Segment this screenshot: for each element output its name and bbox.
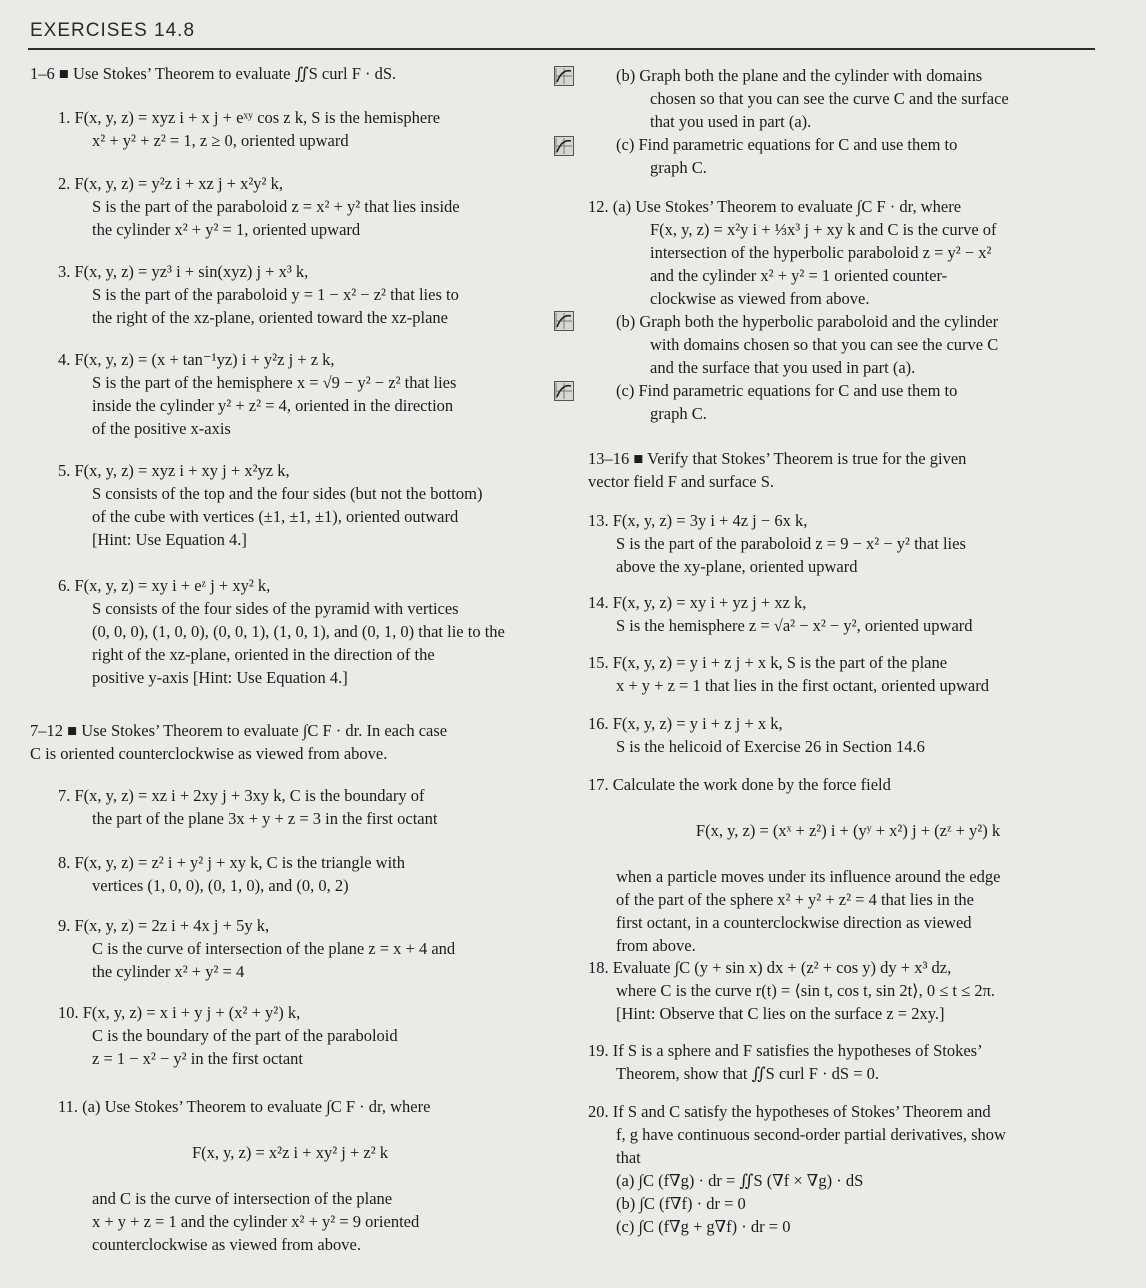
text-line: above the xy-plane, oriented upward [616,557,858,576]
text-line: (c) Find parametric equations for C and use them to [616,381,958,400]
text-line: 3. F(x, y, z) = yz³ i + sin(xyz) j + x³ k, [58,262,309,281]
exercise-1 [30,106,550,152]
exercise-4 [30,348,550,440]
text-line: and the cylinder x² + y² = 1 oriented counter- [650,266,948,285]
text-line: inside the cylinder y² + z² = 4, oriented in the direction [92,396,454,415]
text-line: intersection of the hyperbolic paraboloid z = y² − x² [650,243,992,262]
text-line: positive y-axis [Hint: Use Equation 4.] [92,668,348,687]
text-line: of the cube with vertices (±1, ±1, ±1), oriented outward [92,507,459,526]
text-line: with domains chosen so that you can see the curve C [650,335,999,354]
text-line: S is the hemisphere z = √a² − x² − y², oriented upward [616,616,973,635]
text-line: (c) ∫C (f∇g + g∇f) · dr = 0 [616,1217,791,1236]
text-line: (a) ∫C (f∇g) · dr = ∬S (∇f × ∇g) · dS [616,1171,864,1190]
text-line: 1. F(x, y, z) = xyz i + x j + eˣʸ cos z k, S is the hemisphere [58,108,441,127]
text-line: vertices (1, 0, 0), (0, 1, 0), and (0, 0, 2) [92,876,349,895]
text-line: and C is the curve of intersection of the plane [92,1189,393,1208]
text-line: S consists of the top and the four sides (but not the bottom) [92,484,483,503]
exercise-9 [30,914,550,983]
text-line [30,1118,550,1141]
section-13-16-intro [588,447,1108,493]
text-line: the cylinder x² + y² = 1, oriented upward [92,220,361,239]
text-line: graph C. [650,158,707,177]
text-line: (b) ∫C (f∇f) · dr = 0 [616,1194,746,1213]
text-line: 2. F(x, y, z) = y²z i + xz j + x²y² k, [58,174,283,193]
text-line: 17. Calculate the work done by the force field [588,775,891,794]
text-line: that [616,1148,641,1167]
text-line: where C is the curve r(t) = ⟨sin t, cos t, sin 2t⟩, 0 ≤ t ≤ 2π. [616,981,996,1000]
text-line: graph C. [650,404,707,423]
exercise-20 [588,1100,1108,1238]
text-line: C is oriented counterclockwise as viewed from above. [30,744,388,763]
text-line: that you used in part (a). [650,112,812,131]
text-line: f, g have continuous second-order partial derivatives, show [616,1125,1006,1144]
exercise-19 [588,1039,1108,1085]
exercise-10 [30,1001,550,1070]
text-line: 11. (a) Use Stokes’ Theorem to evaluate ∫C F · dr, where [58,1097,431,1116]
text-line: of the part of the sphere x² + y² + z² = 4 that lies in the [616,890,974,909]
exercise-18 [588,956,1108,1025]
text-line: the part of the plane 3x + y + z = 3 in the first octant [92,809,438,828]
text-line: chosen so that you can see the curve C and the surface [650,89,1009,108]
text-line: z = 1 − x² − y² in the first octant [92,1049,304,1068]
text-line: C is the curve of intersection of the plane z = x + 4 and [92,939,456,958]
text-line: S is the helicoid of Exercise 26 in Section 14.6 [616,737,925,756]
section-7-12-intro [30,719,550,765]
text-line: S consists of the four sides of the pyramid with vertices [92,599,459,618]
exercise-2 [30,172,550,241]
exercise-16 [588,712,1108,758]
exercise-8 [30,851,550,897]
text-line: (b) Graph both the plane and the cylinder with domains [616,66,983,85]
exercise-11-b-c [588,64,1108,179]
text-line: right of the xz-plane, oriented in the direction of the [92,645,435,664]
exercise-14 [588,591,1108,637]
text-line: 10. F(x, y, z) = x i + y j + (x² + y²) k, [58,1003,301,1022]
text-line: 13–16 ■ Verify that Stokes’ Theorem is true for the given [588,449,967,468]
text-line: F(x, y, z) = (xˣ + z²) i + (yʸ + x²) j + (zᶻ + y²) k [695,821,1001,840]
text-line: Theorem, show that ∬S curl F · dS = 0. [616,1064,880,1083]
text-line: clockwise as viewed from above. [650,289,870,308]
exercise-15 [588,651,1108,697]
text-line: first octant, in a counterclockwise direction as viewed [616,913,972,932]
text-line: 1–6 ■ Use Stokes’ Theorem to evaluate ∬S curl F · dS. [30,64,397,83]
text-line: counterclockwise as viewed from above. [92,1235,361,1254]
text-line: 7–12 ■ Use Stokes’ Theorem to evaluate ∫C F · dr. In each case [30,721,448,740]
text-line: from above. [616,936,696,955]
text-line: 19. If S is a sphere and F satisfies the hypotheses of Stokes’ [588,1041,983,1060]
text-line: vector field F and surface S. [588,472,775,491]
text-line: S is the part of the paraboloid z = x² + y² that lies inside [92,197,460,216]
exercise-17 [588,773,1108,957]
exercise-11 [30,1095,550,1256]
exercise-6 [30,574,550,689]
text-line: F(x, y, z) = x²y i + ⅓x³ j + xy k and C is the curve of [650,220,997,239]
text-line [588,796,1108,819]
text-line: 15. F(x, y, z) = y i + z j + x k, S is the part of the plane [588,653,948,672]
header-rule [28,48,1095,50]
text-line: the cylinder x² + y² = 4 [92,962,245,981]
text-line: F(x, y, z) = x²z i + xy² j + z² k [191,1143,389,1162]
exercise-7 [30,784,550,830]
text-line: 9. F(x, y, z) = 2z i + 4x j + 5y k, [58,916,270,935]
text-line: 18. Evaluate ∫C (y + sin x) dx + (z² + cos y) dy + x³ dz, [588,958,952,977]
text-line: x² + y² + z² = 1, z ≥ 0, oriented upward [92,131,349,150]
graphing-calculator-icon [554,136,574,156]
text-line: [Hint: Use Equation 4.] [92,530,247,549]
text-line: when a particle moves under its influence around the edge [616,867,1001,886]
graphing-calculator-icon [554,66,574,86]
text-line: C is the boundary of the part of the paraboloid [92,1026,398,1045]
exercise-5 [30,459,550,551]
text-line: the right of the xz-plane, oriented toward the xz-plane [92,308,448,327]
text-line: 5. F(x, y, z) = xyz i + xy j + x²yz k, [58,461,290,480]
section-1-6-intro [30,62,550,85]
text-line: 6. F(x, y, z) = xy i + eᶻ j + xy² k, [58,576,271,595]
text-line: and the surface that you used in part (a). [650,358,916,377]
exercise-13 [588,509,1108,578]
exercise-3 [30,260,550,329]
text-line: [Hint: Observe that C lies on the surface z = 2xy.] [616,1004,945,1023]
text-line: 12. (a) Use Stokes’ Theorem to evaluate ∫C F · dr, where [588,197,962,216]
text-line: 20. If S and C satisfy the hypotheses of Stokes’ Theorem and [588,1102,991,1121]
text-line: 7. F(x, y, z) = xz i + 2xy j + 3xy k, C is the boundary of [58,786,425,805]
text-line [588,842,1108,865]
text-line: 14. F(x, y, z) = xy i + yz j + xz k, [588,593,807,612]
text-line: x + y + z = 1 that lies in the first octant, oriented upward [616,676,989,695]
text-line: 4. F(x, y, z) = (x + tan⁻¹yz) i + y²z j + z k, [58,350,335,369]
text-line: (b) Graph both the hyperbolic paraboloid and the cylinder [616,312,999,331]
text-line: S is the part of the paraboloid z = 9 − x² − y² that lies [616,534,966,553]
text-line: 8. F(x, y, z) = z² i + y² j + xy k, C is the triangle with [58,853,405,872]
text-line: (0, 0, 0), (1, 0, 0), (0, 0, 1), (1, 0, 1), and (0, 1, 0) that lie to the [92,622,505,641]
section-header: EXERCISES 14.8 [30,20,196,41]
exercise-12 [588,195,1108,425]
text-line: (c) Find parametric equations for C and use them to [616,135,958,154]
text-line: of the positive x-axis [92,419,231,438]
text-line: S is the part of the paraboloid y = 1 − x² − z² that lies to [92,285,459,304]
graphing-calculator-icon [554,311,574,331]
text-line: 16. F(x, y, z) = y i + z j + x k, [588,714,783,733]
text-line: 13. F(x, y, z) = 3y i + 4z j − 6x k, [588,511,808,530]
text-line [30,1164,550,1187]
text-line: x + y + z = 1 and the cylinder x² + y² = 9 oriented [92,1212,420,1231]
graphing-calculator-icon [554,381,574,401]
text-line: S is the part of the hemisphere x = √9 − y² − z² that lies [92,373,457,392]
